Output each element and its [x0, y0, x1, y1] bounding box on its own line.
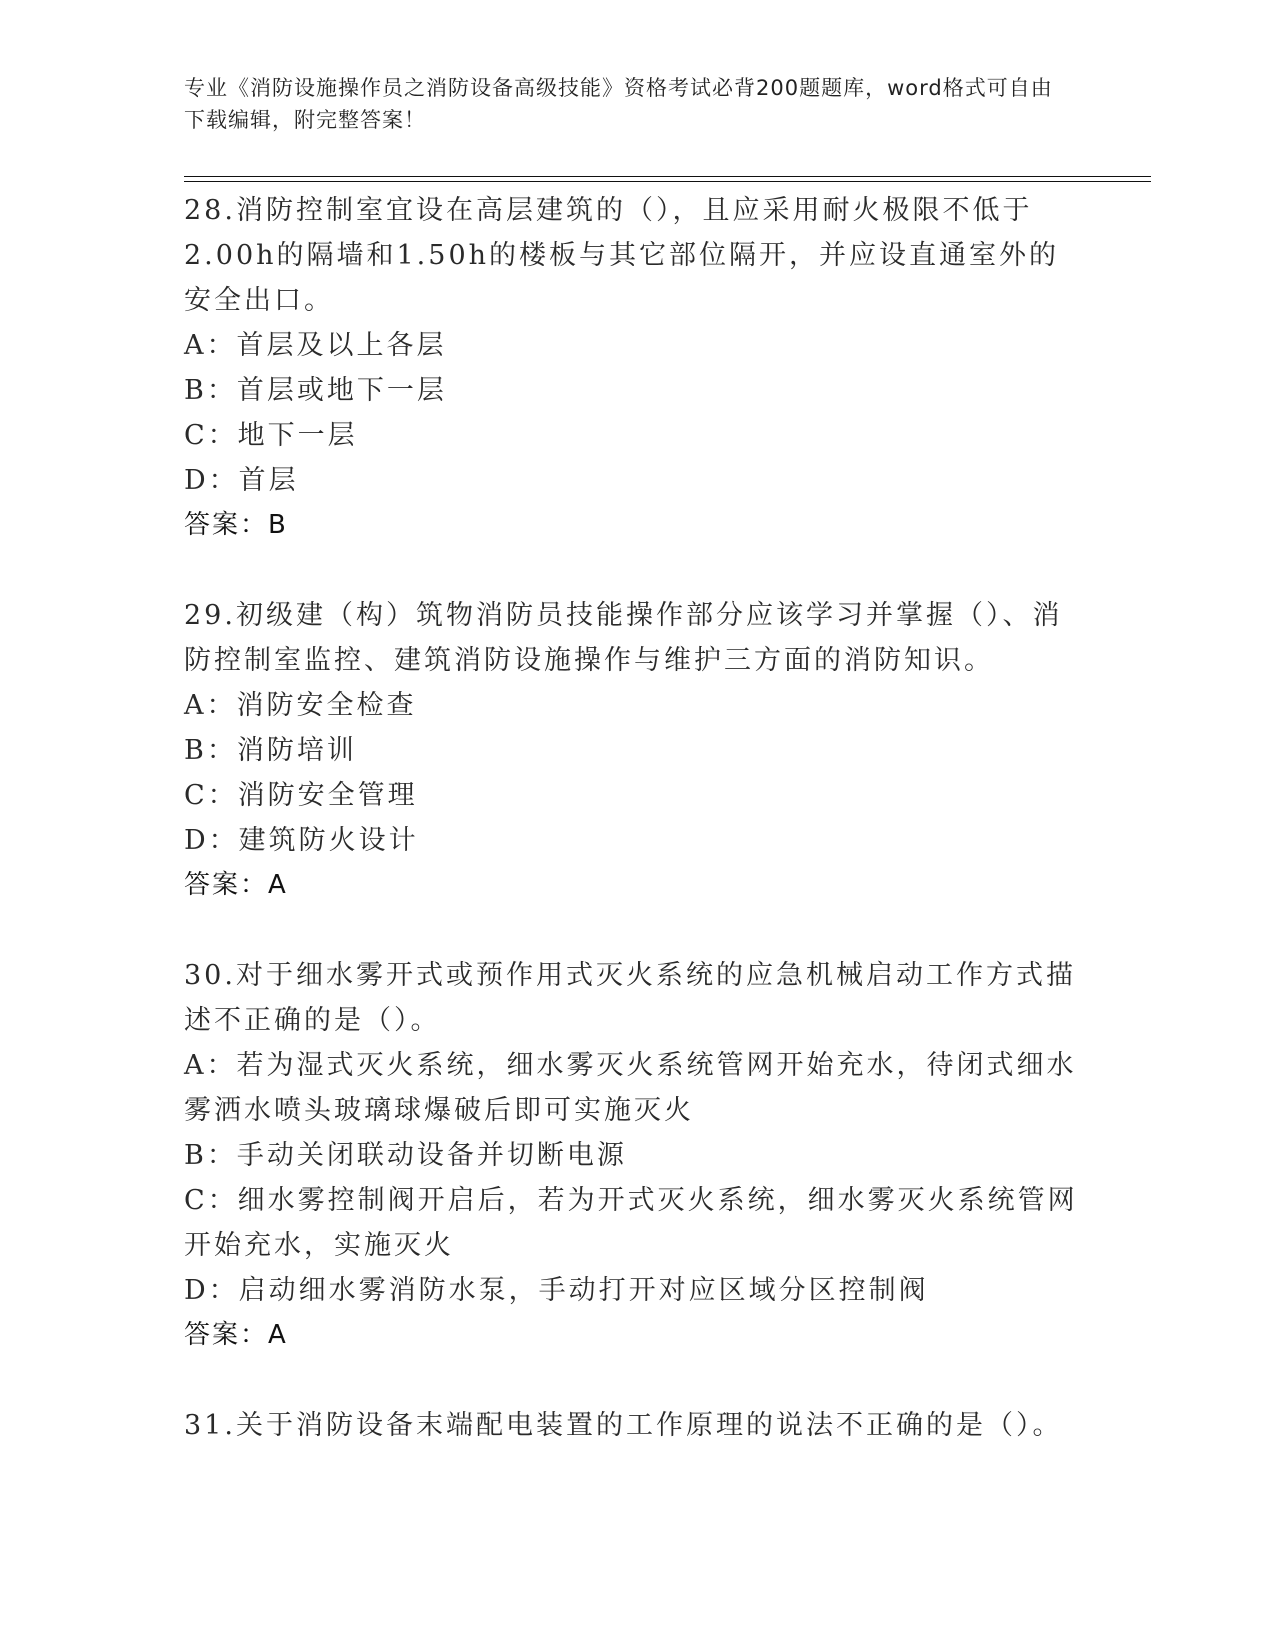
- question-30: [184, 953, 1084, 1358]
- question-31: [184, 1403, 1084, 1448]
- question-list: [184, 188, 1084, 1493]
- option-a: A：消防安全检查: [184, 690, 417, 721]
- option-c: C：地下一层: [184, 420, 358, 451]
- document-header: 专业《消防设施操作员之消防设备高级技能》资格考试必背200题题库，word格式可自由下载编辑，附完整答案！: [184, 76, 1053, 132]
- option-b: B：手动关闭联动设备并切断电源: [184, 1140, 627, 1171]
- question-29: [184, 593, 1084, 908]
- answer-line: 答案：A: [184, 870, 288, 900]
- option-d: D：建筑防火设计: [184, 825, 419, 856]
- question-stem: 29.初级建（构）筑物消防员技能操作部分应该学习并掌握（）、消防控制室监控、建筑消防设施操作与维护三方面的消防知识。: [184, 600, 1063, 676]
- option-c: C：细水雾控制阀开启后，若为开式灭火系统，细水雾灭火系统管网开始充水，实施灭火: [184, 1185, 1078, 1261]
- option-a: A：首层及以上各层: [184, 330, 447, 361]
- option-d: D：首层: [184, 465, 299, 496]
- option-c: C：消防安全管理: [184, 780, 418, 811]
- answer-line: 答案：B: [184, 510, 288, 540]
- option-d: D：启动细水雾消防水泵，手动打开对应区域分区控制阀: [184, 1275, 929, 1306]
- answer-line: 答案：A: [184, 1320, 288, 1350]
- question-28: [184, 188, 1084, 548]
- option-a: A：若为湿式灭火系统，细水雾灭火系统管网开始充水，待闭式细水雾洒水喷头玻璃球爆破后即可实施灭火: [184, 1050, 1077, 1126]
- question-stem: 28.消防控制室宜设在高层建筑的（），且应采用耐火极限不低于2.00h的隔墙和1.50h的楼板与其它部位隔开，并应设直通室外的安全出口。: [184, 195, 1060, 316]
- header-rule-top: [184, 176, 1151, 177]
- question-stem: 30.对于细水雾开式或预作用式灭火系统的应急机械启动工作方式描述不正确的是（）。: [184, 960, 1076, 1036]
- header-rule-bottom: [184, 181, 1151, 182]
- option-b: B：首层或地下一层: [184, 375, 447, 406]
- question-stem: 31.关于消防设备末端配电装置的工作原理的说法不正确的是（）。: [184, 1410, 1063, 1441]
- option-b: B：消防培训: [184, 735, 357, 766]
